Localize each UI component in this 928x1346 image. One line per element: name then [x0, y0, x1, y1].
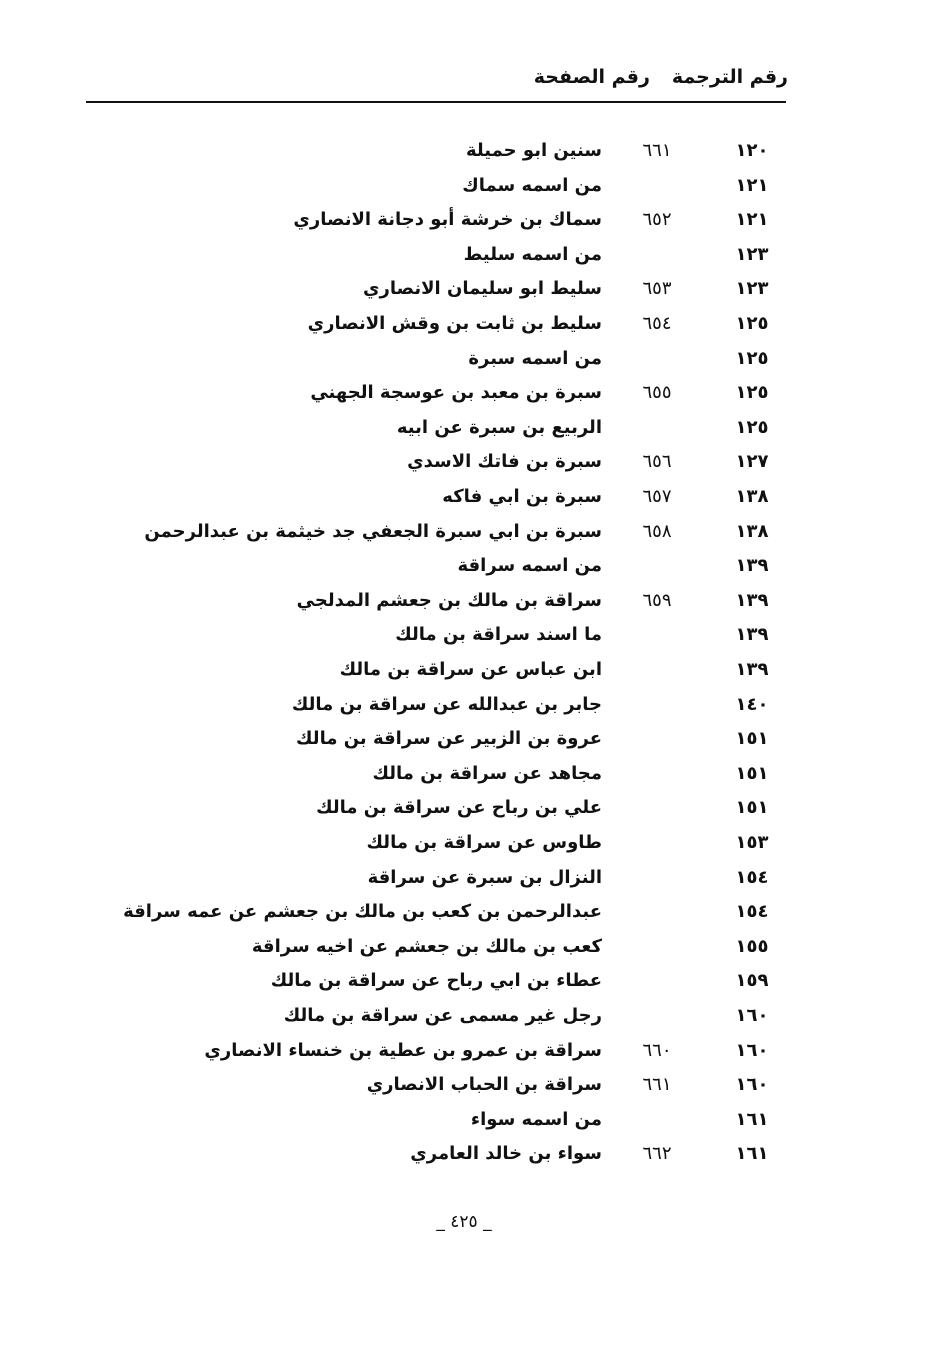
index-row	[0, 140, 928, 174]
row-page-number: ١٢١	[735, 209, 769, 230]
row-entry-name: عطاء بن ابي رباح عن سراقة بن مالك	[270, 970, 602, 991]
row-entry-name: عبدالرحمن بن كعب بن مالك بن جعشم عن عمه سراقة	[123, 901, 602, 922]
header-rule	[86, 101, 786, 103]
row-entry-name: ابن عباس عن سراقة بن مالك	[339, 659, 602, 680]
index-row	[0, 486, 928, 520]
row-entry-name: من اسمه سراقة	[457, 555, 602, 576]
index-row	[0, 348, 928, 382]
index-row	[0, 590, 928, 624]
row-entry-name: سنين ابو حميلة	[466, 140, 602, 161]
header-page-number: رقم الصفحة	[533, 66, 650, 88]
row-biography-number: ٦٦١	[642, 140, 672, 161]
header-biography-number: رقم الترجمة	[671, 66, 788, 88]
row-page-number: ١٢٥	[735, 348, 769, 369]
index-row	[0, 1005, 928, 1039]
row-entry-name: الربيع بن سبرة عن ابيه	[396, 417, 602, 438]
row-entry-name: النزال بن سبرة عن سراقة	[367, 867, 602, 888]
index-row	[0, 970, 928, 1004]
index-row	[0, 936, 928, 970]
row-page-number: ١٥٩	[735, 970, 769, 991]
index-row	[0, 694, 928, 728]
row-page-number: ١٢٣	[735, 278, 769, 299]
row-page-number: ١٢٧	[735, 451, 769, 472]
row-page-number: ١٤٠	[735, 694, 769, 715]
row-entry-name: سراقة بن عمرو بن عطية بن خنساء الانصاري	[204, 1040, 602, 1061]
row-page-number: ١٦٠	[735, 1040, 769, 1061]
row-entry-name: سليط ابو سليمان الانصاري	[363, 278, 602, 299]
row-entry-name: من اسمه سواء	[470, 1109, 602, 1130]
index-row	[0, 382, 928, 416]
index-row	[0, 797, 928, 831]
row-page-number: ١٣٨	[735, 521, 769, 542]
row-entry-name: كعب بن مالك بن جعشم عن اخيه سراقة	[251, 936, 602, 957]
row-page-number: ١٦١	[735, 1109, 769, 1130]
row-page-number: ١٥٣	[735, 832, 769, 853]
row-entry-name: سراقة بن مالك بن جعشم المدلجي	[296, 590, 602, 611]
page-footer	[0, 1212, 928, 1232]
row-entry-name: سليط بن ثابت بن وقش الانصاري	[307, 313, 602, 334]
row-page-number: ١٣٨	[735, 486, 769, 507]
footer-page-number: _ ٤٢٥ _	[436, 1212, 492, 1232]
row-entry-name: عروة بن الزبير عن سراقة بن مالك	[296, 728, 602, 749]
row-biography-number: ٦٦٢	[642, 1143, 672, 1164]
row-entry-name: مجاهد عن سراقة بن مالك	[372, 763, 602, 784]
row-entry-name: سبرة بن ابي فاكه	[442, 486, 602, 507]
index-row	[0, 1040, 928, 1074]
row-page-number: ١٢١	[735, 175, 769, 196]
row-page-number: ١٢٥	[735, 313, 769, 334]
row-biography-number: ٦٥٤	[642, 313, 672, 334]
row-biography-number: ٦٥٧	[642, 486, 672, 507]
row-biography-number: ٦٦٠	[642, 1040, 672, 1061]
row-biography-number: ٦٦١	[642, 1074, 672, 1095]
row-page-number: ١٦٠	[735, 1005, 769, 1026]
row-biography-number: ٦٥٣	[642, 278, 672, 299]
row-page-number: ١٣٩	[735, 624, 769, 645]
index-row	[0, 659, 928, 693]
row-entry-name: سماك بن خرشة أبو دجانة الانصاري	[293, 209, 602, 230]
index-row	[0, 209, 928, 243]
row-biography-number: ٦٥٨	[642, 521, 672, 542]
column-header	[534, 66, 788, 88]
index-row	[0, 175, 928, 209]
row-entry-name: من اسمه سماك	[462, 175, 602, 196]
row-biography-number: ٦٥٥	[642, 382, 672, 403]
row-biography-number: ٦٥٦	[642, 451, 672, 472]
row-biography-number: ٦٥٩	[642, 590, 672, 611]
row-page-number: ١٣٩	[735, 590, 769, 611]
row-page-number: ١٦٠	[735, 1074, 769, 1095]
index-row	[0, 901, 928, 935]
index-row	[0, 728, 928, 762]
row-page-number: ١٥١	[735, 728, 769, 749]
index-row	[0, 278, 928, 312]
index-row	[0, 313, 928, 347]
index-row	[0, 763, 928, 797]
row-entry-name: رجل غير مسمى عن سراقة بن مالك	[283, 1005, 602, 1026]
row-entry-name: سواء بن خالد العامري	[410, 1143, 602, 1164]
row-entry-name: جابر بن عبدالله عن سراقة بن مالك	[291, 694, 602, 715]
row-entry-name: طاوس عن سراقة بن مالك	[366, 832, 602, 853]
index-row	[0, 832, 928, 866]
row-page-number: ١٣٩	[735, 659, 769, 680]
row-page-number: ١٥٤	[735, 901, 769, 922]
row-page-number: ١٥٤	[735, 867, 769, 888]
index-row	[0, 555, 928, 589]
row-page-number: ١٢٠	[735, 140, 769, 161]
index-row	[0, 624, 928, 658]
row-entry-name: سبرة بن ابي سبرة الجعفي جد خيثمة بن عبدالرحمن	[144, 521, 602, 542]
row-page-number: ١٢٥	[735, 382, 769, 403]
row-biography-number: ٦٥٢	[642, 209, 672, 230]
index-row	[0, 417, 928, 451]
row-entry-name: علي بن رباح عن سراقة بن مالك	[316, 797, 602, 818]
row-page-number: ١٦١	[735, 1143, 769, 1164]
index-row	[0, 451, 928, 485]
row-entry-name: من اسمه سبرة	[468, 348, 602, 369]
index-row	[0, 521, 928, 555]
index-row	[0, 244, 928, 278]
index-row	[0, 1074, 928, 1108]
row-page-number: ١٥١	[735, 797, 769, 818]
row-entry-name: سبرة بن فاتك الاسدي	[407, 451, 602, 472]
index-row	[0, 1109, 928, 1143]
row-entry-name: من اسمه سليط	[463, 244, 602, 265]
row-entry-name: سراقة بن الحباب الانصاري	[366, 1074, 602, 1095]
row-page-number: ١٢٣	[735, 244, 769, 265]
row-page-number: ١٣٩	[735, 555, 769, 576]
row-page-number: ١٢٥	[735, 417, 769, 438]
row-page-number: ١٥١	[735, 763, 769, 784]
index-row	[0, 1143, 928, 1177]
row-entry-name: سبرة بن معبد بن عوسجة الجهني	[310, 382, 602, 403]
row-entry-name: ما اسند سراقة بن مالك	[395, 624, 602, 645]
index-row	[0, 867, 928, 901]
row-page-number: ١٥٥	[735, 936, 769, 957]
